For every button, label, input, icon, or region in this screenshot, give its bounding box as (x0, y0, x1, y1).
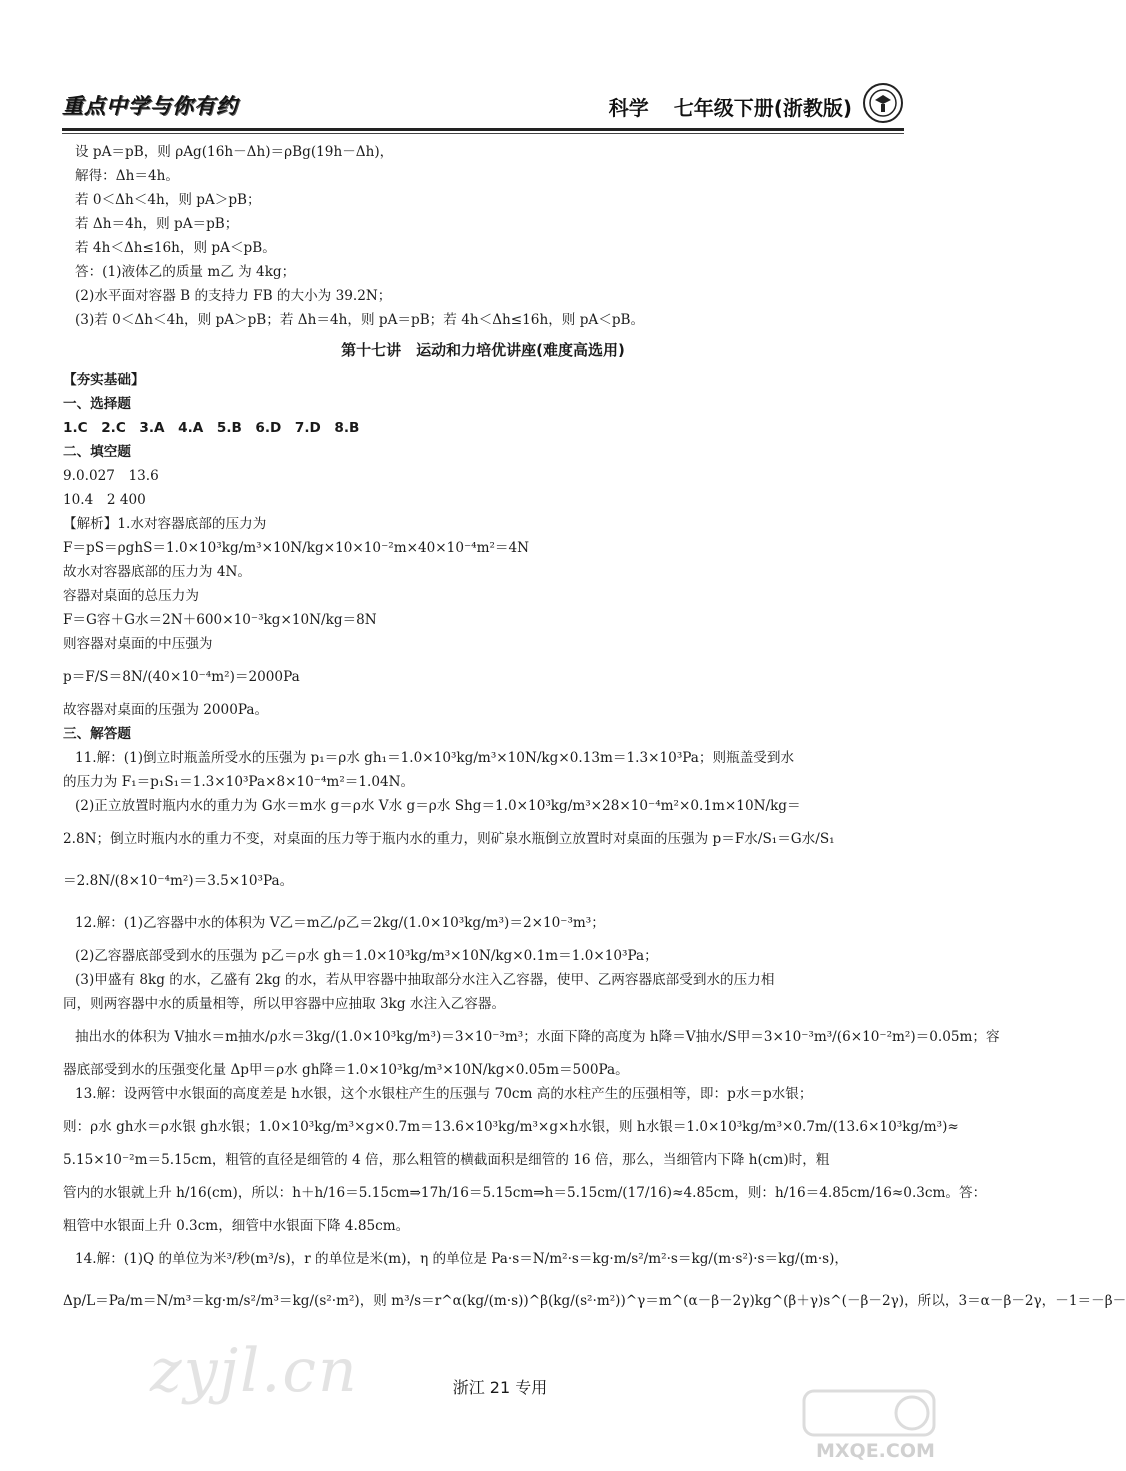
q11-line: 的压力为 F₁＝p₁S₁＝1.3×10³Pa×8×10⁻⁴m²＝1.04N。 (63, 774, 415, 790)
brand-title: 重点中学与你有约 (62, 94, 238, 118)
analysis-line: F＝G容＋G水＝2N＋600×10⁻³kg×10N/kg＝8N (63, 612, 377, 628)
q12-line: 同，则两容器中水的质量相等，所以甲容器中应抽取 3kg 水注入乙容器。 (63, 996, 506, 1012)
text-line: (2)水平面对容器 B 的支持力 FB 的大小为 39.2N； (75, 288, 392, 304)
header-rule-thick (62, 128, 904, 131)
basics-label: 【夯实基础】 (63, 372, 145, 388)
watermark-right: MXQE.COM (816, 1440, 935, 1462)
choice-heading: 一、选择题 (63, 396, 131, 412)
q12-line: 12.解：(1)乙容器中水的体积为 V乙＝m乙/ρ乙＝2kg/(1.0×10³kg/m³)＝2×10⁻³m³； (75, 915, 605, 931)
page-content (63, 140, 1126, 1322)
q11-line: ＝2.8N/(8×10⁻⁴m²)＝3.5×10³Pa。 (63, 873, 294, 889)
analysis-formula: p＝F/S＝8N/(40×10⁻⁴m²)＝2000Pa (63, 669, 300, 685)
choice-answers: 1.C 2.C 3.A 4.A 5.B 6.D 7.D 8.B (63, 420, 360, 436)
analysis-line: 故水对容器底部的压力为 4N。 (63, 564, 251, 580)
watermark-left: zyjl.cn (150, 1336, 359, 1406)
q13-line: 13.解：设两管中水银面的高度差是 h水银，这个水银柱产生的压强与 70cm 高的水柱产生的压强相等，即：p水＝p水银； (75, 1086, 813, 1102)
text-line: 若 0＜Δh＜4h，则 pA＞pB； (75, 192, 261, 208)
q11-line: 2.8N；倒立时瓶内水的重力不变，对桌面的压力等于瓶内水的重力，则矿泉水瓶倒立放置时对桌面的压强为 p＝F水/S₁＝G水/S₁ (63, 831, 835, 847)
q13-line: 粗管中水银面上升 0.3cm，细管中水银面下降 4.85cm。 (63, 1218, 410, 1234)
text-line: 解得：Δh＝4h。 (75, 168, 179, 184)
fill-heading: 二、填空题 (63, 444, 131, 460)
q14-line: 14.解：(1)Q 的单位为米³/秒(m³/s)，r 的单位是米(m)，η 的单位是 Pa·s＝N/m²·s＝kg·m/s²/m²·s＝kg/(m·s²)·s＝kg/(m·s)， (75, 1251, 849, 1267)
q11-line: (2)正立放置时瓶内水的重力为 G水＝m水 g＝ρ水 V水 g＝ρ水 Shg＝1.0×10³kg/m³×28×10⁻⁴m²×0.1m×10N/kg＝ (75, 798, 801, 814)
page-header (62, 86, 904, 130)
q12-line: 抽出水的体积为 V抽水＝m抽水/ρ水＝3kg/(1.0×10³kg/m³)＝3×10⁻³m³；水面下降的高度为 h降＝V抽水/S甲＝3×10⁻³m³/(6×10⁻²m²)＝0.05m；容 (75, 1029, 1000, 1045)
analysis-line: 容器对桌面的总压力为 (63, 588, 199, 604)
q14-line: Δp/L＝Pa/m＝N/m³＝kg·m/s²/m³＝kg/(s²·m²)，则 m³/s＝r^α(kg/(m·s))^β(kg/(s²·m²))^γ＝m^(α－β－2γ)kg^(β＋γ)s^(－β－2γ)，所以，3＝α－β－2γ，－1＝－β－ (63, 1293, 1126, 1309)
subject-grade (591, 92, 852, 121)
text-line: 若 Δh＝4h，则 pA＝pB； (75, 216, 239, 232)
grade-label: 七年级下册(浙教版) (673, 96, 852, 120)
q12-line: (3)甲盛有 8kg 的水，乙盛有 2kg 的水，若从甲容器中抽取部分水注入乙容器，使甲、乙两容器底部受到水的压力相 (75, 972, 775, 988)
text-line: 答：(1)液体乙的质量 m乙 为 4kg； (75, 264, 296, 280)
q13-line: 则：ρ水 gh水＝ρ水银 gh水银；1.0×10³kg/m³×g×0.7m＝13.6×10³kg/m³×g×h水银，则 h水银＝1.0×10³kg/m³×0.7m/(13.6×10³kg/m³)≈ (63, 1119, 959, 1135)
header-rule-thin (62, 133, 904, 134)
analysis-line: F＝pS＝ρghS＝1.0×10³kg/m³×10N/kg×10×10⁻²m×40×10⁻⁴m²＝4N (63, 540, 530, 556)
q12-line: (2)乙容器底部受到水的压强为 p乙＝ρ水 gh＝1.0×10³kg/m³×10N/kg×0.1m＝1.0×10³Pa； (75, 948, 658, 964)
text-line: (3)若 0＜Δh＜4h，则 pA＞pB；若 Δh＝4h，则 pA＝pB；若 4h＜Δh≤16h，则 pA＜pB。 (75, 312, 645, 328)
page-footer: 浙江 21 专用 (452, 1378, 548, 1397)
q12-line: 器底部受到水的压强变化量 Δp甲＝ρ水 gh降＝1.0×10³kg/m³×10N/kg×0.05m＝500Pa。 (63, 1062, 629, 1078)
answer-heading: 三、解答题 (63, 726, 131, 742)
subject-label: 科学 (608, 96, 649, 120)
q13-line: 管内的水银就上升 h/16(cm)，所以：h＋h/16＝5.15cm⇒17h/16＝5.15cm⇒h＝5.15cm/(17/16)≈4.85cm，则：h/16＝4.85cm/16≈0.3cm。答： (63, 1185, 987, 1201)
text-line: 若 4h＜Δh≤16h，则 pA＜pB。 (75, 240, 276, 256)
fill-answer-9: 9.0.027 13.6 (63, 468, 159, 484)
analysis-line: 【解析】1.水对容器底部的压力为 (63, 516, 267, 532)
text-line: 设 pA＝pB，则 ρAg(16h－Δh)＝ρBg(19h－Δh)， (75, 144, 394, 160)
school-emblem-icon (862, 82, 904, 124)
analysis-line: 故容器对桌面的压强为 2000Pa。 (63, 702, 269, 718)
q13-line: 5.15×10⁻²m＝5.15cm，粗管的直径是细管的 4 倍，那么粗管的横截面积是细管的 16 倍，那么，当细管内下降 h(cm)时，粗 (63, 1152, 830, 1168)
q11-line: 11.解：(1)倒立时瓶盖所受水的压强为 p₁＝ρ水 gh₁＝1.0×10³kg/m³×10N/kg×0.13m＝1.3×10³Pa；则瓶盖受到水 (75, 750, 795, 766)
fill-answer-10: 10.4 2 400 (63, 492, 146, 508)
section-title: 第十七讲 运动和力培优讲座(难度高选用) (341, 341, 625, 359)
analysis-line: 则容器对桌面的中压强为 (63, 636, 213, 652)
